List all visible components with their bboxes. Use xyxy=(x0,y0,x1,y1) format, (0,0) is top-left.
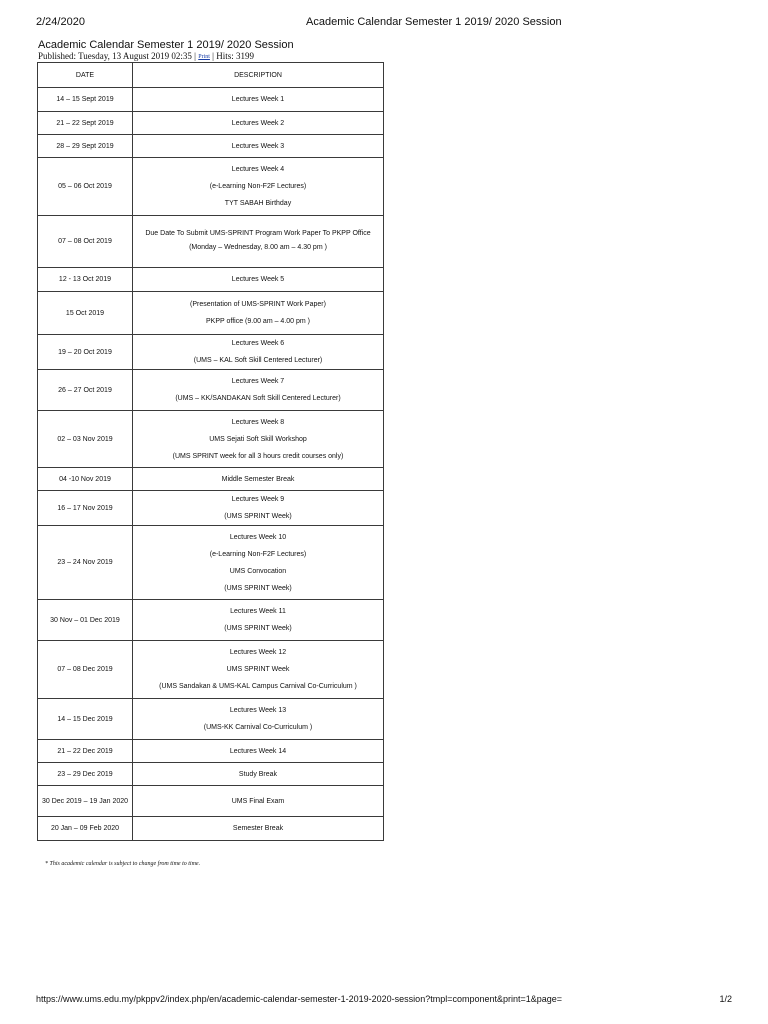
row-date: 28 – 29 Sept 2019 xyxy=(38,135,133,158)
article-title: Academic Calendar Semester 1 2019/ 2020 Session xyxy=(38,39,294,51)
row-date: 07 – 08 Oct 2019 xyxy=(38,216,133,268)
row-date: 04 -10 Nov 2019 xyxy=(38,468,133,491)
description-line: (e-Learning Non-F2F Lectures) xyxy=(209,183,307,190)
table-row xyxy=(38,411,384,468)
description-line: (UMS SPRINT week for all 3 hours credit courses only) xyxy=(172,452,344,460)
description-line: Lectures Week 4 xyxy=(231,166,285,173)
description-line: (UMS SPRINT Week) xyxy=(224,513,292,520)
description-line: PKPP office (9.00 am – 4.00 pm ) xyxy=(205,318,311,325)
description-line: (UMS SPRINT Week) xyxy=(224,625,292,632)
table-row xyxy=(38,135,384,158)
description-line: Lectures Week 7 xyxy=(231,378,285,385)
description-line: (UMS SPRINT Week) xyxy=(224,584,292,592)
row-description xyxy=(133,763,384,786)
footnote: * This academic calendar is subject to change from time to time. xyxy=(45,861,201,867)
row-description xyxy=(133,370,384,411)
description-line: Study Break xyxy=(238,770,278,778)
row-description xyxy=(133,641,384,699)
hits-count: | Hits: 3199 xyxy=(212,51,254,61)
table-row xyxy=(38,641,384,699)
description-line: UMS Final Exam xyxy=(231,797,285,805)
row-date: 14 – 15 Sept 2019 xyxy=(38,88,133,112)
row-date: 30 Dec 2019 – 19 Jan 2020 xyxy=(38,786,133,817)
row-date: 12 - 13 Oct 2019 xyxy=(38,268,133,292)
table-row xyxy=(38,335,384,370)
print-link[interactable]: Print xyxy=(198,54,210,60)
row-description xyxy=(133,112,384,135)
calendar-table-body xyxy=(38,88,384,841)
row-date: 30 Nov – 01 Dec 2019 xyxy=(38,600,133,641)
description-line: Lectures Week 3 xyxy=(231,142,285,150)
description-line: Lectures Week 11 xyxy=(230,608,286,615)
print-header xyxy=(36,16,732,30)
table-row xyxy=(38,292,384,335)
description-line: Lectures Week 5 xyxy=(231,276,285,283)
row-description xyxy=(133,88,384,112)
description-line: Lectures Week 2 xyxy=(231,119,285,127)
row-date: 23 – 29 Dec 2019 xyxy=(38,763,133,786)
row-description xyxy=(133,786,384,817)
row-description xyxy=(133,817,384,841)
description-line: Middle Semester Break xyxy=(221,475,295,483)
row-description xyxy=(133,600,384,641)
row-date: 15 Oct 2019 xyxy=(38,292,133,335)
table-row xyxy=(38,740,384,763)
row-description xyxy=(133,268,384,292)
page-number: 1/2 xyxy=(719,994,732,1004)
description-line: (Monday – Wednesday, 8.00 am – 4.30 pm ) xyxy=(189,243,327,251)
column-header-description: DESCRIPTION xyxy=(133,63,384,88)
description-line: (UMS-KK Carnival Co-Curriculum ) xyxy=(203,724,313,731)
table-row xyxy=(38,216,384,268)
row-description xyxy=(133,335,384,370)
description-line: (UMS Sandakan & UMS-KAL Campus Carnival Co-Curriculum ) xyxy=(159,683,357,690)
table-row xyxy=(38,158,384,216)
row-description xyxy=(133,135,384,158)
description-line: UMS SPRINT Week xyxy=(226,666,290,673)
row-date: 26 – 27 Oct 2019 xyxy=(38,370,133,411)
row-date: 02 – 03 Nov 2019 xyxy=(38,411,133,468)
row-date: 16 – 17 Nov 2019 xyxy=(38,491,133,526)
row-description xyxy=(133,411,384,468)
description-line: (UMS – KK/SANDAKAN Soft Skill Centered Lecturer) xyxy=(175,395,341,402)
description-line: UMS Sejati Soft Skill Workshop xyxy=(209,435,307,443)
row-date: 21 – 22 Sept 2019 xyxy=(38,112,133,135)
row-description xyxy=(133,468,384,491)
table-row xyxy=(38,817,384,841)
description-line: (e-Learning Non-F2F Lectures) xyxy=(209,550,307,558)
description-line: Semester Break xyxy=(232,825,284,832)
table-row xyxy=(38,699,384,740)
table-row xyxy=(38,88,384,112)
row-description xyxy=(133,740,384,763)
description-line: Lectures Week 9 xyxy=(231,496,285,503)
row-date: 14 – 15 Dec 2019 xyxy=(38,699,133,740)
table-row xyxy=(38,491,384,526)
table-row xyxy=(38,468,384,491)
table-row xyxy=(38,526,384,600)
description-line: (Presentation of UMS-SPRINT Work Paper) xyxy=(190,301,326,308)
table-row xyxy=(38,763,384,786)
row-date: 23 – 24 Nov 2019 xyxy=(38,526,133,600)
description-line: Lectures Week 14 xyxy=(229,747,287,755)
description-line: Lectures Week 1 xyxy=(231,96,285,103)
table-row xyxy=(38,370,384,411)
row-description xyxy=(133,292,384,335)
row-description xyxy=(133,491,384,526)
row-date: 21 – 22 Dec 2019 xyxy=(38,740,133,763)
row-description xyxy=(133,216,384,268)
table-row xyxy=(38,112,384,135)
row-date: 07 – 08 Dec 2019 xyxy=(38,641,133,699)
row-description xyxy=(133,158,384,216)
description-line: Due Date To Submit UMS-SPRINT Program Work Paper To PKPP Office xyxy=(145,229,371,237)
print-date: 2/24/2020 xyxy=(36,16,85,28)
description-line: Lectures Week 8 xyxy=(231,418,285,426)
description-line: Lectures Week 13 xyxy=(229,707,287,714)
published-date: Published: Tuesday, 13 August 2019 02:35 | xyxy=(38,51,196,61)
description-line: Lectures Week 10 xyxy=(229,533,287,541)
description-line: Lectures Week 6 xyxy=(231,340,285,347)
table-header-row xyxy=(38,63,384,88)
page-url: https://www.ums.edu.my/pkppv2/index.php/en/academic-calendar-semester-1-2019-2020-session?tmpl=component&print=1&page= xyxy=(36,994,563,1004)
description-line: UMS Convocation xyxy=(229,567,287,575)
row-description xyxy=(133,526,384,600)
column-header-date: DATE xyxy=(38,63,133,88)
description-line: Lectures Week 12 xyxy=(229,649,287,656)
print-page-title: Academic Calendar Semester 1 2019/ 2020 Session xyxy=(306,16,562,28)
description-line: TYT SABAH Birthday xyxy=(224,200,292,207)
table-row xyxy=(38,600,384,641)
row-date: 05 – 06 Oct 2019 xyxy=(38,158,133,216)
table-row xyxy=(38,268,384,292)
article-meta xyxy=(38,51,254,61)
row-date: 19 – 20 Oct 2019 xyxy=(38,335,133,370)
table-row xyxy=(38,786,384,817)
row-date: 20 Jan – 09 Feb 2020 xyxy=(38,817,133,841)
description-line: (UMS – KAL Soft Skill Centered Lecturer) xyxy=(193,357,323,364)
calendar-table xyxy=(37,62,384,841)
row-description xyxy=(133,699,384,740)
